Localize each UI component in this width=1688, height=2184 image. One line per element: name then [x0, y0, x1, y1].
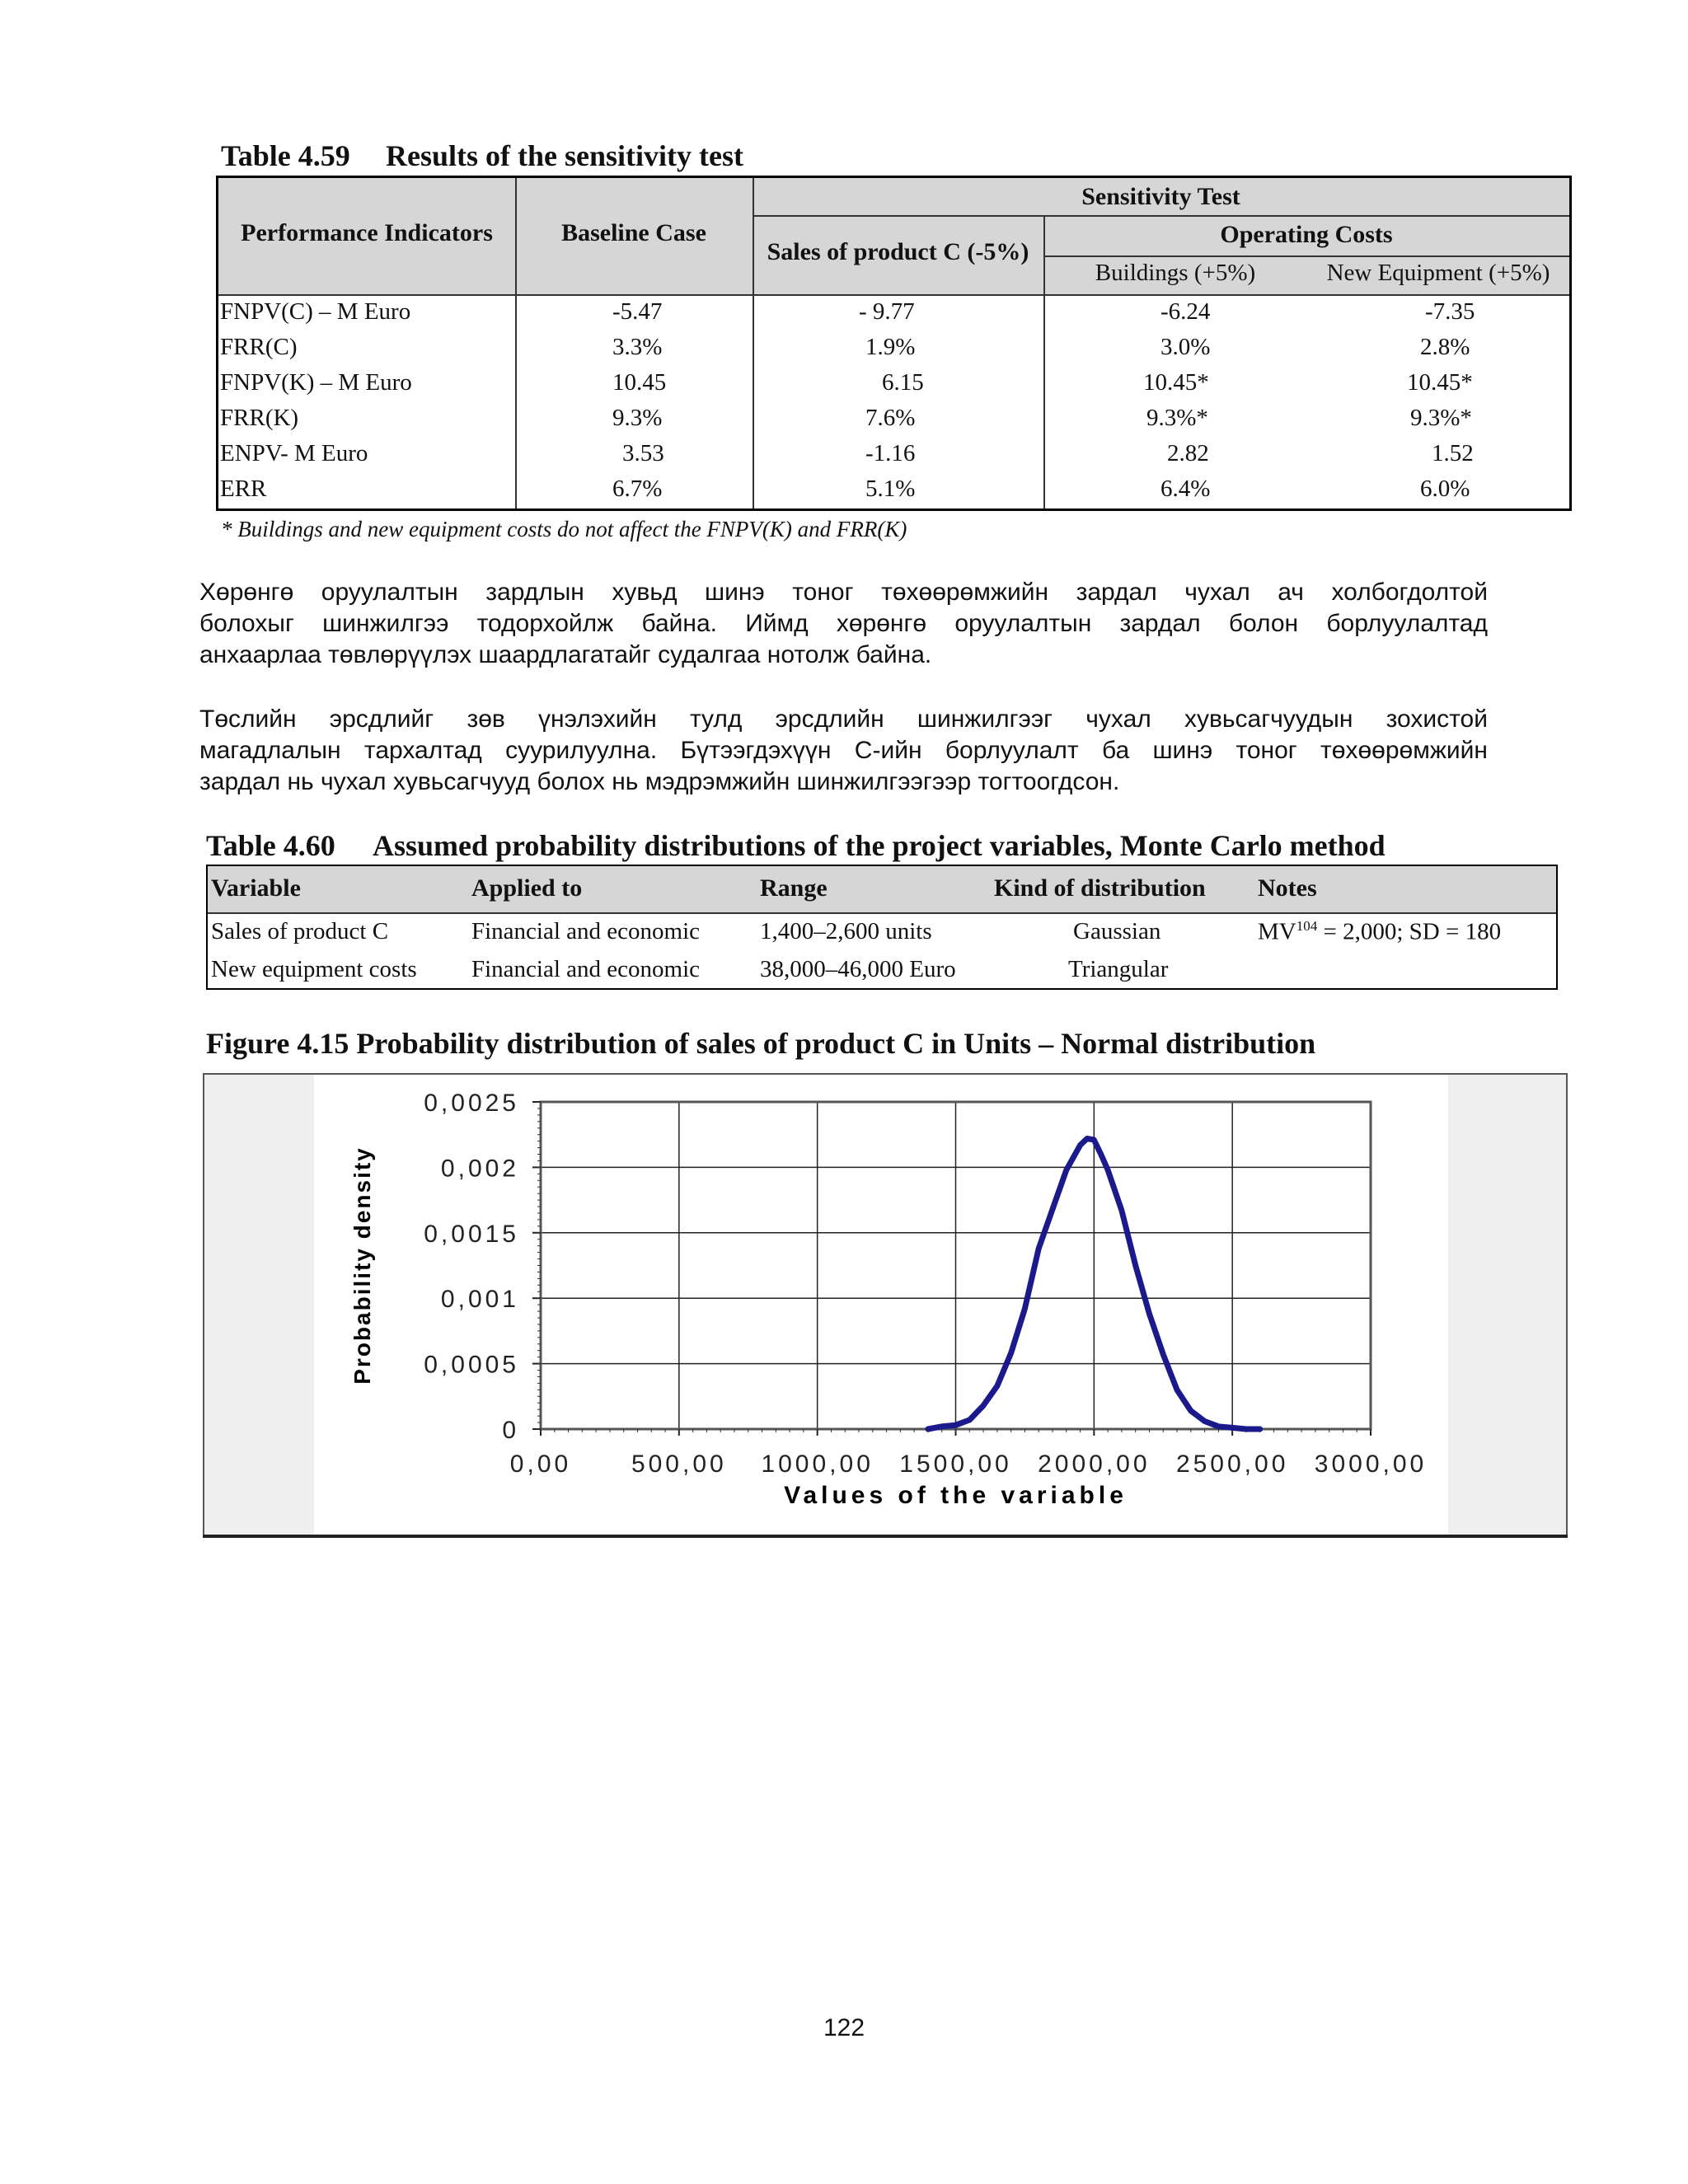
cell-buildings: 3.0% — [1160, 334, 1211, 360]
cell-kind: Triangular — [1068, 956, 1169, 982]
header-variable: Variable — [211, 874, 301, 902]
cell-sales: 6.15 — [882, 369, 924, 396]
chart-ticks — [532, 1102, 1371, 1436]
cell-buildings: 6.4% — [1160, 476, 1211, 502]
header-notes: Notes — [1258, 874, 1317, 902]
figure-415-caption: Figure 4.15 Probability distribution of sales of product C in Units – Normal distribution — [206, 1027, 1316, 1060]
cell-baseline: 6.7% — [612, 476, 663, 502]
x-tick-label: 3000,00 — [1314, 1451, 1428, 1478]
header-kind-of-distribution: Kind of distribution — [994, 874, 1206, 902]
cell-indicator: FNPV(K) – M Euro — [220, 369, 412, 396]
cell-equipment: 9.3%* — [1410, 405, 1472, 431]
header-new-equipment: New Equipment (+5%) — [1326, 260, 1550, 286]
header-performance-indicators: Performance Indicators — [241, 219, 493, 246]
header-baseline-case: Baseline Case — [561, 219, 706, 246]
chart-grid — [541, 1102, 1371, 1429]
table-row — [208, 952, 1556, 988]
table-459-title: Results of the sensitivity test — [386, 139, 743, 172]
header-sensitivity-test: Sensitivity Test — [1081, 183, 1240, 210]
y-tick-label: 0,001 — [440, 1286, 519, 1314]
x-tick-label: 0,00 — [509, 1451, 572, 1478]
cell-baseline: 10.45 — [612, 369, 667, 396]
table-459-number: Table 4.59 — [221, 139, 350, 172]
header-operating-costs: Operating Costs — [1220, 221, 1393, 248]
cell-equipment: 1.52 — [1432, 440, 1474, 466]
header-sales-product-c: Sales of product C (-5%) — [767, 238, 1029, 265]
cell-buildings: 9.3%* — [1146, 405, 1208, 431]
x-tick-label: 500,00 — [631, 1451, 727, 1478]
table-459-footnote: * Buildings and new equipment costs do not affect the FNPV(K) and FRR(K) — [221, 517, 907, 541]
table-row — [208, 914, 1556, 950]
header-buildings: Buildings (+5%) — [1095, 260, 1256, 286]
cell-sales: 1.9% — [865, 334, 916, 360]
cell-range: 38,000–46,000 Euro — [760, 956, 956, 982]
cell-baseline: 3.53 — [622, 440, 664, 466]
notes-prefix: MV — [1258, 918, 1296, 945]
cell-range: 1,400–2,600 units — [760, 918, 932, 944]
chart-labels — [424, 1090, 1427, 1478]
y-tick-label: 0,0015 — [424, 1220, 519, 1248]
table-460-number: Table 4.60 — [206, 829, 335, 862]
table-row — [218, 402, 1569, 438]
table-459-caption — [221, 138, 743, 173]
cell-indicator: ENPV- M Euro — [220, 440, 368, 466]
cell-baseline: 3.3% — [612, 334, 663, 360]
x-axis-label: Values of the variable — [784, 1482, 1128, 1509]
page-number: 122 — [823, 2014, 865, 2041]
cell-indicator: FRR(C) — [220, 334, 298, 360]
header-applied-to: Applied to — [471, 874, 583, 902]
table-460 — [206, 865, 1558, 990]
cell-equipment: 10.45* — [1407, 369, 1473, 396]
cell-indicator: FRR(K) — [220, 405, 299, 431]
paragraph-1 — [199, 577, 1488, 671]
cell-sales: -1.16 — [865, 440, 916, 466]
cell-buildings: -6.24 — [1160, 298, 1211, 325]
cell-applied-to: Financial and economic — [471, 918, 701, 944]
table-459 — [216, 176, 1572, 511]
table-460-caption — [206, 828, 1386, 863]
table-row — [218, 296, 1569, 331]
paragraph-line: Хөрөнгө оруулалтын зардлын хувьд шинэ тоног төхөөрөмжийн зардал чухал ач холбогдолтой — [199, 579, 1488, 606]
cell-variable: New equipment costs — [211, 956, 417, 982]
cell-sales: 7.6% — [865, 405, 916, 431]
cell-baseline: 9.3% — [612, 405, 663, 431]
paragraph-line: зардал нь чухал хувьсагчууд болох нь мэдрэмжийн шинжилгээгээр тогтоогдсон. — [199, 768, 1120, 795]
paragraph-line: болохыг шинжилгээ тодорхойлж байна. Иймд хөрөнгө оруулалтын зардал болон борлуулалтад — [199, 610, 1488, 637]
cell-buildings: 2.82 — [1167, 440, 1209, 466]
cell-notes — [1258, 918, 1501, 946]
cell-sales: 5.1% — [865, 476, 916, 502]
cell-variable: Sales of product C — [211, 918, 389, 944]
table-row — [218, 367, 1569, 402]
notes-suffix: = 2,000; SD = 180 — [1317, 918, 1502, 945]
table-460-header — [208, 866, 1556, 914]
cell-kind: Gaussian — [1073, 918, 1161, 944]
table-row — [218, 331, 1569, 367]
cell-indicator: FNPV(C) – M Euro — [220, 298, 411, 325]
figure-bottom-border — [203, 1535, 1568, 1538]
y-tick-label: 0 — [502, 1417, 519, 1444]
cell-buildings: 10.45* — [1143, 369, 1209, 396]
y-tick-label: 0,0025 — [424, 1090, 519, 1117]
cell-equipment: -7.35 — [1425, 298, 1475, 325]
cell-equipment: 6.0% — [1420, 476, 1470, 502]
paragraph-line: магадлалын тархалтад суурилуулна. Бүтээгдэхүүн С-ийн борлуулалт ба шинэ тоног төхөөрөмжийн — [199, 737, 1488, 764]
table-row — [218, 438, 1569, 473]
y-tick-label: 0,002 — [440, 1155, 519, 1183]
cell-indicator: ERR — [220, 476, 267, 502]
y-axis-label: Probability density — [349, 1146, 375, 1385]
paragraph-line: Төслийн эрсдлийг зөв үнэлэхийн тулд эрсдлийн шинжилгээг чухал хувьсагчуудын зохистой — [199, 705, 1488, 733]
y-tick-label: 0,0005 — [424, 1351, 519, 1379]
probability-chart — [314, 1075, 1448, 1535]
paragraph-line: анхаарлаа төвлөрүүлэх шаардлагатайг судалгаа нотолж байна. — [199, 641, 932, 668]
x-tick-label: 2000,00 — [1038, 1451, 1151, 1478]
header-range: Range — [760, 874, 828, 902]
cell-sales: - 9.77 — [859, 298, 915, 325]
table-460-title: Assumed probability distributions of the project variables, Monte Carlo method — [373, 829, 1386, 862]
x-tick-label: 2500,00 — [1175, 1451, 1289, 1478]
cell-applied-to: Financial and economic — [471, 956, 701, 982]
table-row — [218, 473, 1569, 509]
x-tick-label: 1000,00 — [761, 1451, 874, 1478]
cell-baseline: -5.47 — [612, 298, 663, 325]
x-tick-label: 1500,00 — [899, 1451, 1012, 1478]
paragraph-2 — [199, 704, 1488, 798]
cell-equipment: 2.8% — [1420, 334, 1470, 360]
footnote-ref: 104 — [1296, 918, 1318, 934]
